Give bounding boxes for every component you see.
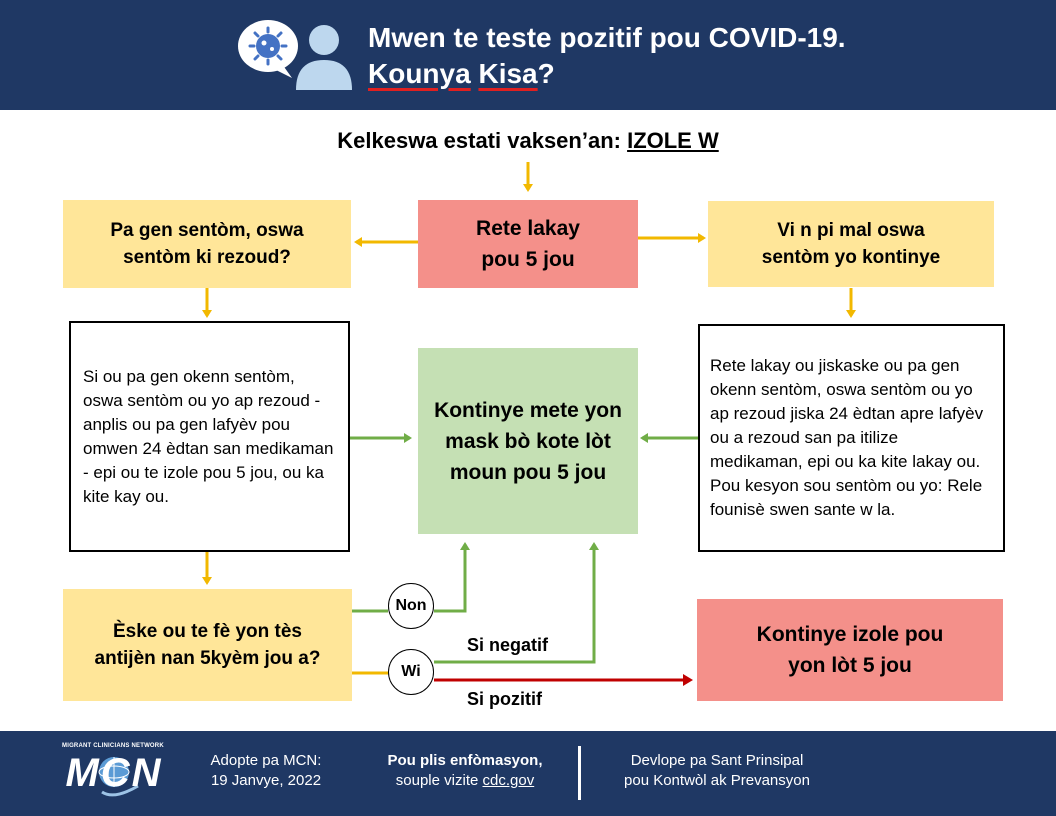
no-symptoms-line1: Pa gen sentòm, oswa bbox=[110, 220, 304, 241]
developed-line1: Devlope pa Sant Prinsipal bbox=[630, 752, 804, 769]
info-line2 bbox=[370, 771, 560, 791]
antigen-question-box bbox=[63, 589, 352, 701]
still-sick-line1: Vi n pi mal oswa bbox=[777, 220, 925, 241]
mask-line2: mask bò kote lòt bbox=[445, 429, 611, 453]
continue-isolate-box bbox=[697, 599, 1003, 701]
title-word-now: Kounya bbox=[368, 58, 471, 89]
no-answer-circle bbox=[388, 583, 434, 629]
negative-edge-label: Si negatif bbox=[467, 635, 549, 655]
antigen-line1: Èske ou te fè yon tès bbox=[112, 621, 302, 642]
stay-home-line2: pou 5 jou bbox=[481, 248, 575, 271]
mcn-logo bbox=[62, 743, 172, 803]
still-sick-box bbox=[708, 201, 994, 287]
continue-isolate-line1: Kontinye izole pou bbox=[756, 623, 944, 646]
footer-developed bbox=[600, 751, 834, 791]
logo-tagline: MIGRANT CLINICIANS NETWORK bbox=[62, 743, 164, 749]
yes-answer-label: Wi bbox=[401, 663, 421, 680]
footer-info bbox=[370, 751, 560, 791]
left-detail-text: Si ou pa gen okenn sentòm, oswa sentòm ou yo ap rezoud - anplis ou pa gen lafyèv pou omwen 24 èdtan san medikaman - epi ou te izole pou 5 jou, ou ka kite kay ou. bbox=[83, 366, 334, 506]
title-word-what: Kisa bbox=[478, 58, 538, 89]
footer-divider bbox=[578, 746, 581, 800]
page-title-line1: Mwen te teste pozitif pou COVID-19. bbox=[368, 22, 846, 53]
no-symptoms-line2: sentòm ki rezoud? bbox=[123, 247, 291, 268]
mask-line3: moun pou 5 jou bbox=[449, 460, 607, 484]
title-question-mark: ? bbox=[537, 58, 555, 89]
developed-line2: pou Kontwòl ak Prevansyon bbox=[624, 772, 810, 789]
right-detail-text: Rete lakay ou jiskaske ou pa gen okenn sentòm, oswa sentòm ou yo ap rezoud jiska 24 èdtan apre lafyèv ou a rezoud san pa itilize medikaman, epi ou ka kite lakay ou. Pou kesyon sou sentòm ou yo: Rele founisè swen sante w la. bbox=[710, 356, 984, 519]
info-line1: Pou plis enfòmasyon, bbox=[387, 752, 543, 769]
subtitle-emphasis: IZOLE W bbox=[627, 128, 719, 153]
stay-home-box bbox=[418, 200, 638, 288]
still-sick-line2: sentòm yo kontinye bbox=[761, 247, 941, 268]
footer-adopted bbox=[196, 751, 336, 791]
right-detail-box bbox=[698, 324, 1005, 552]
no-answer-label: Non bbox=[395, 597, 427, 614]
logo-wordmark: MCN bbox=[65, 751, 163, 795]
mask-line1: Kontinye mete yon bbox=[434, 398, 622, 422]
stay-home-line1: Rete lakay bbox=[476, 217, 580, 240]
yes-answer-circle bbox=[388, 649, 434, 695]
antigen-line2: antijèn nan 5kyèm jou a? bbox=[94, 648, 321, 669]
positive-edge-label: Si pozitif bbox=[467, 689, 542, 709]
adopted-line1: Adopte pa MCN: bbox=[210, 752, 322, 769]
subtitle-prefix: Kelkeswa estati vaksen’an: bbox=[337, 128, 628, 153]
cdc-link[interactable]: cdc.gov bbox=[482, 772, 535, 789]
mask-box bbox=[418, 348, 638, 534]
info-line2-prefix: souple vizite bbox=[395, 772, 483, 789]
left-detail-box bbox=[69, 321, 350, 552]
adopted-line2: 19 Janvye, 2022 bbox=[210, 772, 322, 789]
no-symptoms-box bbox=[63, 200, 351, 288]
continue-isolate-line2: yon lòt 5 jou bbox=[788, 654, 912, 677]
